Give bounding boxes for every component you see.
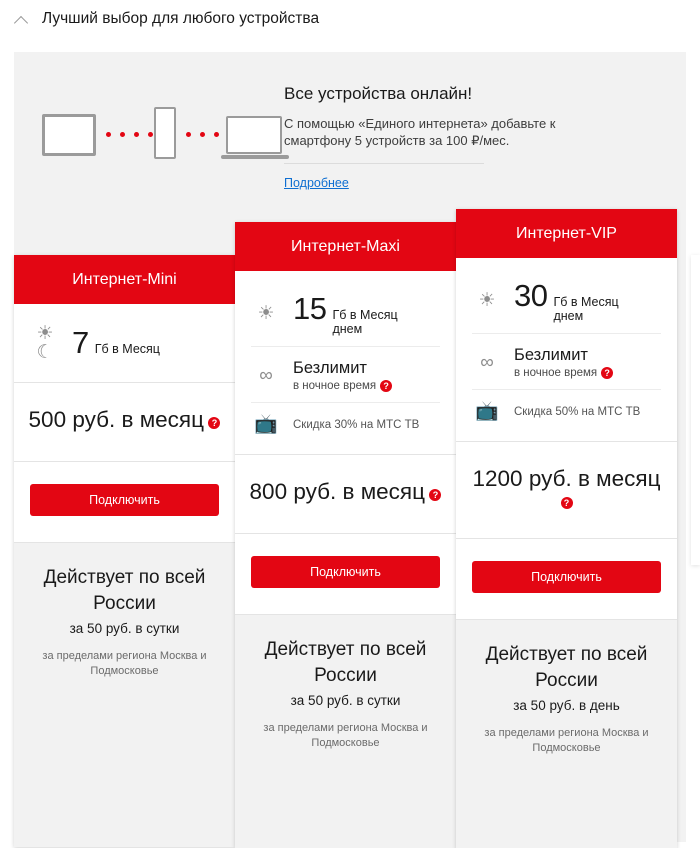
feature-unit: Гб в Месяц <box>553 295 619 310</box>
divider <box>284 163 484 164</box>
card-footer <box>235 615 456 848</box>
footer-subtitle: за 50 руб. в сутки <box>69 621 180 637</box>
laptop-device-icon <box>226 116 282 154</box>
feature-row <box>472 389 661 431</box>
connect-button[interactable]: Подключить <box>472 561 661 593</box>
feature-help-icon[interactable]: ? <box>380 380 392 392</box>
card-features <box>456 258 677 442</box>
tv-icon: 📺 <box>475 401 499 423</box>
feature-number: 30 <box>514 278 548 314</box>
footer-subtitle: за 50 руб. в сутки <box>290 693 401 709</box>
feature-subtitle: в ночное время <box>293 380 377 393</box>
card-footer <box>456 620 677 848</box>
price-help-icon[interactable]: ? <box>561 497 573 509</box>
footer-note: за пределами региона Москва и Подмосковье <box>263 722 428 750</box>
phone-device-icon <box>154 107 176 159</box>
feature-subtitle: в ночное время <box>514 367 598 380</box>
feature-number: 15 <box>293 291 327 327</box>
feature-note: Скидка 30% на МТС ТВ <box>293 418 420 431</box>
footer-title: Действует по всей России <box>43 567 206 615</box>
sun-icon: ☀ <box>257 303 275 325</box>
feature-row <box>30 318 219 372</box>
card-features <box>14 304 235 383</box>
page-title: Лучший выбор для любого устройства <box>42 10 320 27</box>
infinity-icon: ∞ <box>480 352 494 374</box>
promo-illustration <box>14 74 284 184</box>
card-cta-wrap <box>456 539 677 620</box>
price-help-icon[interactable]: ? <box>208 417 220 429</box>
card-price-box <box>456 442 677 539</box>
tariff-card-vip[interactable] <box>456 209 677 848</box>
feature-row <box>472 272 661 333</box>
card-features <box>235 271 456 455</box>
feature-row <box>251 285 440 346</box>
feature-note: Скидка 50% на МТС ТВ <box>514 405 641 418</box>
promo-block <box>14 52 686 227</box>
price-value: 1200 руб. в месяц <box>472 466 661 492</box>
tv-device-icon <box>42 114 96 156</box>
feature-unit-secondary: днем <box>332 322 363 337</box>
feature-title: Безлимит <box>293 359 367 378</box>
card-price-box <box>235 455 456 534</box>
card-cta-wrap <box>235 534 456 615</box>
sun-moon-icon: ☀☾ <box>36 323 54 364</box>
section-header <box>0 0 700 40</box>
feature-unit-secondary: днем <box>553 309 584 324</box>
card-footer <box>14 543 235 847</box>
card-edge-decoration <box>691 255 700 565</box>
feature-number: 7 <box>72 325 89 361</box>
chevron-up-icon[interactable] <box>14 12 30 28</box>
feature-unit: Гб в Месяц <box>94 342 160 357</box>
feature-unit: Гб в Месяц <box>332 308 398 323</box>
footer-title: Действует по всей России <box>485 644 648 692</box>
feature-row <box>251 346 440 402</box>
tariff-card-maxi[interactable] <box>235 222 456 848</box>
price-value: 500 руб. в месяц <box>28 407 204 433</box>
price-help-icon[interactable]: ? <box>429 489 441 501</box>
feature-title: Безлимит <box>514 346 588 365</box>
promo-more-link[interactable]: Подробнее <box>284 176 349 190</box>
card-cta-wrap <box>14 462 235 543</box>
infinity-icon: ∞ <box>259 365 273 387</box>
promo-description: С помощью «Единого интернета» добавьте к смартфону 5 устройств за 100 ₽/мес. <box>284 116 556 148</box>
card-title: Интернет-VIP <box>456 209 677 258</box>
footer-note: за пределами региона Москва и Подмосковье <box>42 650 207 678</box>
tv-icon: 📺 <box>254 414 278 436</box>
sun-icon: ☀ <box>478 290 496 312</box>
tariff-card-mini[interactable] <box>14 255 235 847</box>
price-value: 800 руб. в месяц <box>249 479 425 505</box>
card-price-box <box>14 383 235 462</box>
footer-subtitle: за 50 руб. в день <box>513 698 620 714</box>
feature-row <box>472 333 661 389</box>
connection-dots-left <box>106 132 153 137</box>
card-title: Интернет-Maxi <box>235 222 456 271</box>
connect-button[interactable]: Подключить <box>251 556 440 588</box>
feature-row <box>251 402 440 444</box>
promo-title: Все устройства онлайн! <box>284 84 473 103</box>
promo-text <box>284 74 614 192</box>
feature-help-icon[interactable]: ? <box>601 367 613 379</box>
footer-title: Действует по всей России <box>264 639 427 687</box>
connect-button[interactable]: Подключить <box>30 484 219 516</box>
footer-note: за пределами региона Москва и Подмосковье <box>484 727 649 755</box>
card-title: Интернет-Mini <box>14 255 235 304</box>
